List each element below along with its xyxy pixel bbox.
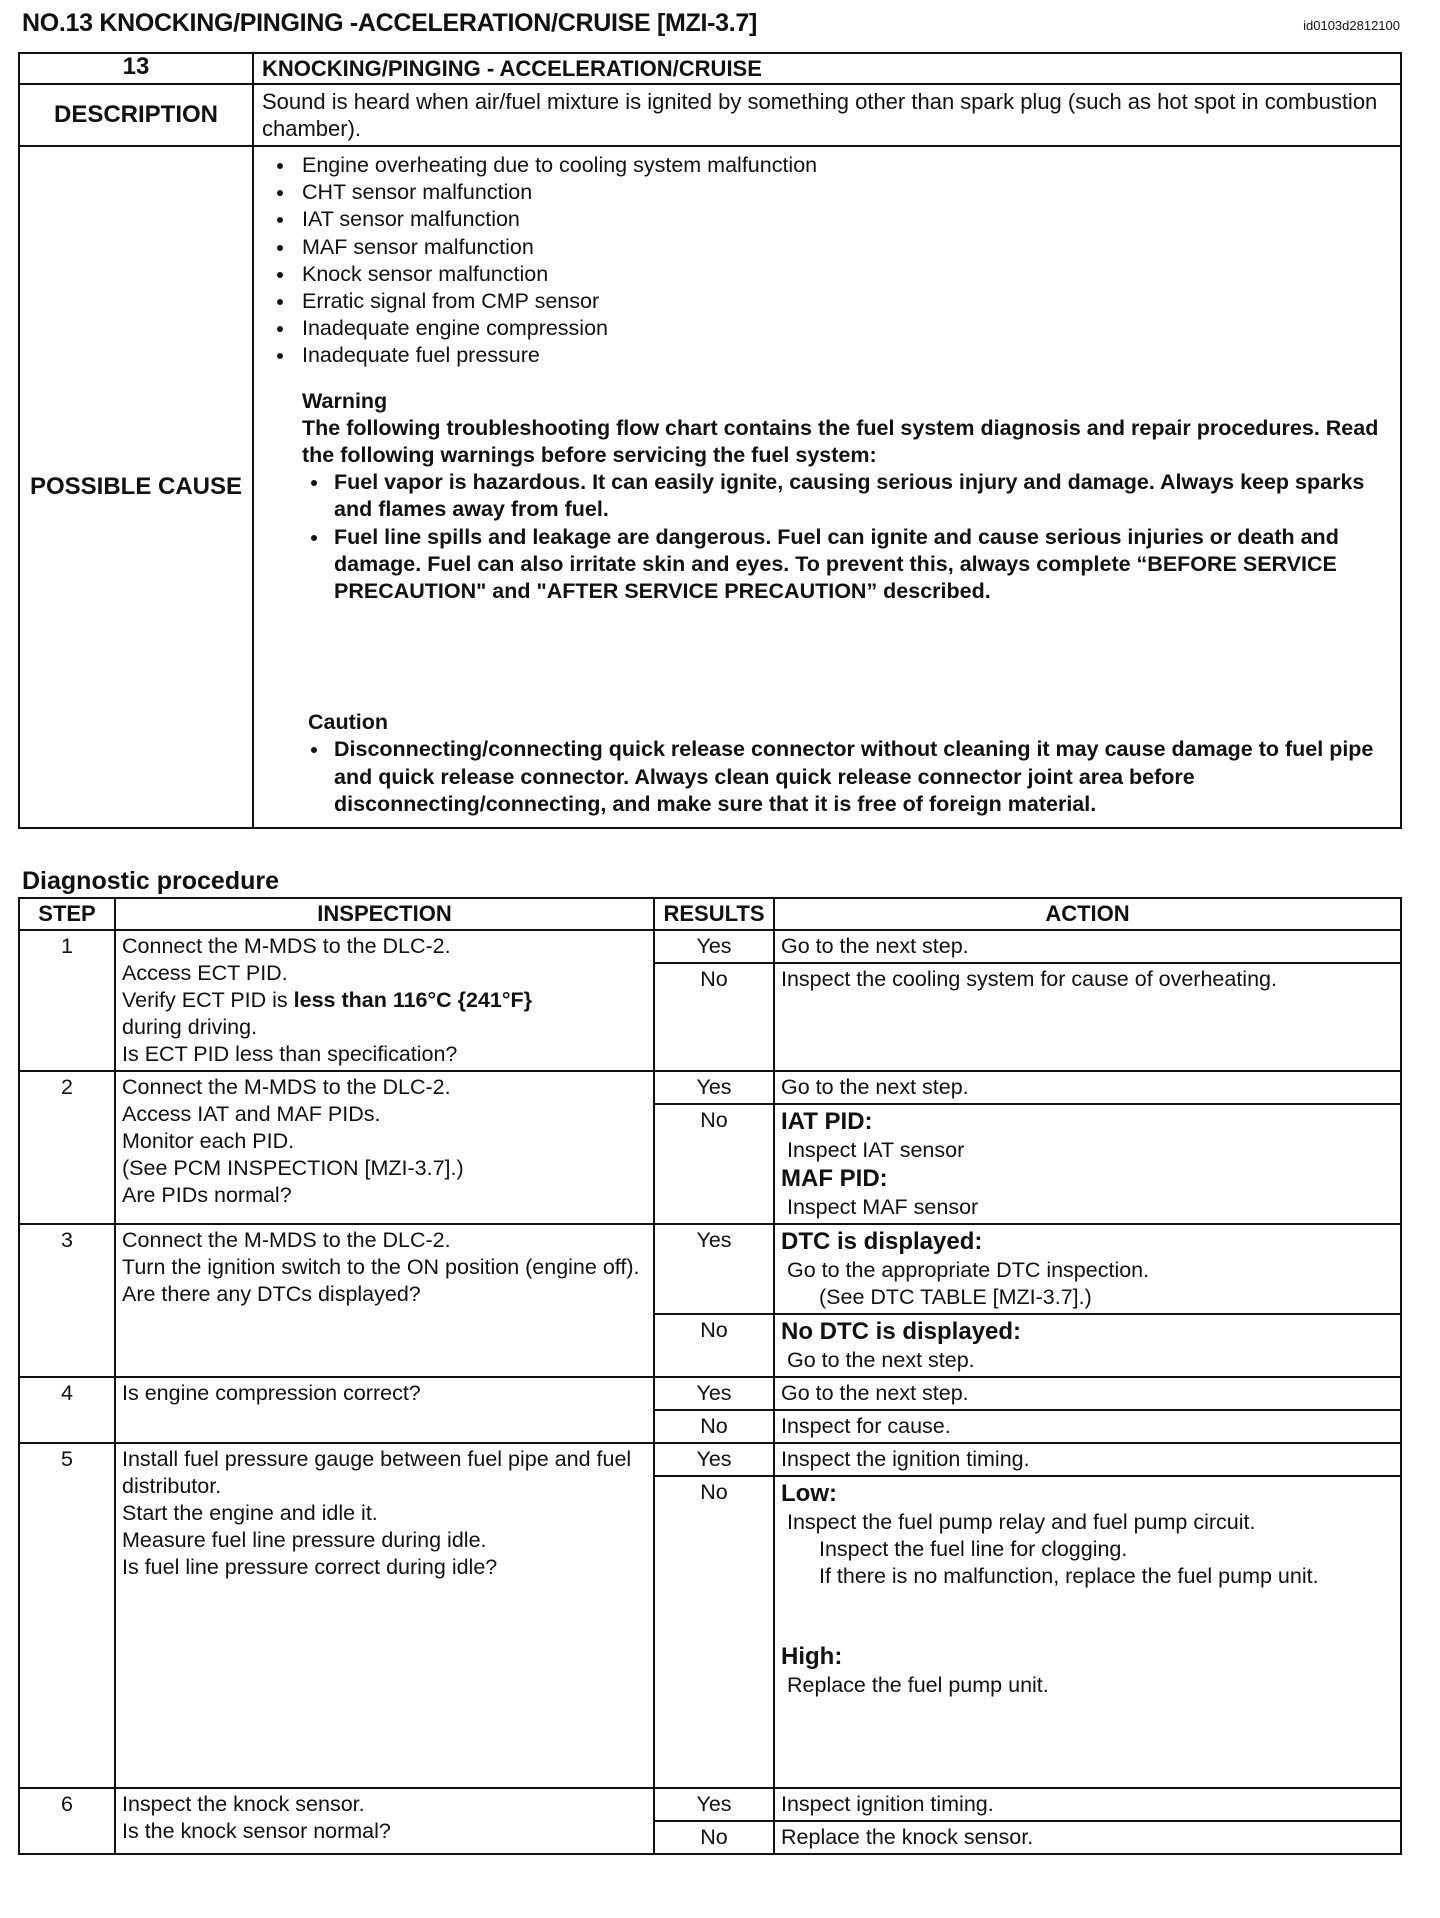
action-heading: MAF PID: (781, 1165, 888, 1192)
result-yes: Yes (654, 1377, 774, 1410)
action-heading: No DTC is displayed: (781, 1318, 1022, 1345)
inspection-line (122, 987, 647, 1014)
action-text: If there is no malfunction, replace the fuel pump unit. (819, 1564, 1319, 1588)
step-inspection (115, 1377, 654, 1443)
page-title: NO.13 KNOCKING/PINGING -ACCELERATION/CRUISE [MZI-3.7] (22, 9, 758, 37)
inspection-line: Is engine compression correct? (122, 1381, 421, 1405)
warning-list (302, 469, 1392, 605)
action-no (774, 1104, 1401, 1224)
possible-cause-row (19, 146, 1401, 828)
warning-item: • Fuel line spills and leakage are dangerous. Fuel can ignite and cause serious injuries or death and damage. Fuel can also irritate skin and eyes. To prevent this, always complete “BEFORE SERVICE PRECAUTION" and "AFTER SERVICE PRECAUTION” described. (330, 524, 1392, 606)
symptom-number: 13 (19, 53, 253, 84)
inspection-line: Connect the M-MDS to the DLC-2. (122, 1228, 451, 1252)
cause-item: • Engine overheating due to cooling system malfunction (296, 152, 1392, 179)
warning-block (302, 388, 1392, 606)
inspection-line: Access IAT and MAF PIDs. (122, 1102, 381, 1126)
inspection-line: (See PCM INSPECTION [MZI-3.7].) (122, 1156, 464, 1180)
result-yes: Yes (654, 1224, 774, 1314)
diagnostic-procedure-title: Diagnostic procedure (22, 867, 279, 895)
action-no (774, 1314, 1401, 1377)
inspection-line: Inspect the knock sensor. (122, 1792, 365, 1816)
cause-item: • Inadequate engine compression (296, 315, 1392, 342)
cause-item: • Knock sensor malfunction (296, 261, 1392, 288)
column-header-step: STEP (19, 898, 115, 930)
cause-item: • IAT sensor malfunction (296, 206, 1392, 233)
step-4-yes-row (19, 1377, 1401, 1410)
inspection-line: Monitor each PID. (122, 1129, 295, 1153)
cause-item: • MAF sensor malfunction (296, 234, 1392, 261)
inspection-line: during driving. (122, 1015, 258, 1039)
step-inspection (115, 1443, 654, 1788)
step-number: 2 (19, 1071, 115, 1224)
cause-item: • Inadequate fuel pressure (296, 342, 1392, 369)
result-yes: Yes (654, 1443, 774, 1476)
step-number: 6 (19, 1788, 115, 1854)
diagnostic-table (18, 897, 1402, 1855)
step-number: 4 (19, 1377, 115, 1443)
inspection-line: Are PIDs normal? (122, 1183, 292, 1207)
action-text: Go to the next step. (787, 1348, 975, 1372)
inspection-line: Is the knock sensor normal? (122, 1819, 391, 1843)
possible-cause-content (253, 146, 1401, 828)
warning-item: • Fuel vapor is hazardous. It can easily ignite, causing serious injury and damage. Always keep sparks and flames away from fuel. (330, 469, 1392, 523)
inspection-line: Start the engine and idle it. (122, 1501, 378, 1525)
result-yes: Yes (654, 930, 774, 963)
column-header-results: RESULTS (654, 898, 774, 930)
diagnostic-header-row (19, 898, 1401, 930)
action-text: Inspect MAF sensor (787, 1195, 979, 1219)
warning-text: The following troubleshooting flow chart contains the fuel system diagnosis and repair procedures. Read the following warnings before servicing the fuel system: (302, 415, 1379, 468)
result-no: No (654, 1821, 774, 1854)
step-number: 1 (19, 930, 115, 1071)
cause-item: • Erratic signal from CMP sensor (296, 288, 1392, 315)
step-3-yes-row (19, 1224, 1401, 1314)
action-yes: Inspect the ignition timing. (774, 1443, 1401, 1476)
inspection-line: Turn the ignition switch to the ON position (engine off). (122, 1255, 640, 1279)
action-yes (774, 1224, 1401, 1314)
inspection-text: Verify ECT PID is (122, 988, 294, 1012)
action-heading-low: Low: (781, 1480, 837, 1507)
caution-title: Caution (308, 710, 389, 735)
column-header-inspection: INSPECTION (115, 898, 654, 930)
result-no: No (654, 1314, 774, 1377)
action-heading-high: High: (781, 1643, 843, 1670)
action-text: Inspect the fuel line for clogging. (819, 1537, 1128, 1561)
inspection-line: Are there any DTCs displayed? (122, 1282, 421, 1306)
column-header-action: ACTION (774, 898, 1401, 930)
result-yes: Yes (654, 1788, 774, 1821)
result-no: No (654, 1476, 774, 1788)
step-2-yes-row (19, 1071, 1401, 1104)
caution-block (308, 709, 1392, 824)
action-yes: Go to the next step. (774, 1071, 1401, 1104)
action-text: Replace the fuel pump unit. (787, 1673, 1049, 1697)
action-yes: Go to the next step. (774, 930, 1401, 963)
action-no: Replace the knock sensor. (774, 1821, 1401, 1854)
action-heading: IAT PID: (781, 1108, 873, 1135)
document-id: id0103d2812100 (1303, 18, 1400, 33)
possible-cause-label: POSSIBLE CAUSE (19, 146, 253, 828)
inspection-line: Is ECT PID less than specification? (122, 1042, 458, 1066)
step-1-yes-row (19, 930, 1401, 963)
step-inspection (115, 1071, 654, 1224)
cause-list (262, 152, 1392, 370)
result-no: No (654, 1410, 774, 1443)
inspection-line: Measure fuel line pressure during idle. (122, 1528, 487, 1552)
specification-value: less than 116°C {241°F} (293, 988, 532, 1012)
step-6-yes-row (19, 1788, 1401, 1821)
symptom-info-table (18, 52, 1402, 829)
action-no: Inspect the cooling system for cause of overheating. (774, 963, 1401, 1071)
description-text: Sound is heard when air/fuel mixture is ignited by something other than spark plug (such as hot spot in combustion chamber). (253, 84, 1401, 146)
action-heading: DTC is displayed: (781, 1228, 983, 1255)
result-no: No (654, 1104, 774, 1224)
inspection-line: Connect the M-MDS to the DLC-2. (122, 934, 451, 958)
inspection-line: Is fuel line pressure correct during idle? (122, 1555, 498, 1579)
step-inspection (115, 1224, 654, 1377)
action-no: Inspect for cause. (774, 1410, 1401, 1443)
action-yes: Go to the next step. (774, 1377, 1401, 1410)
cause-item: • CHT sensor malfunction (296, 179, 1392, 206)
action-yes: Inspect ignition timing. (774, 1788, 1401, 1821)
symptom-header-row (19, 53, 1401, 84)
result-no: No (654, 963, 774, 1071)
inspection-line: Install fuel pressure gauge between fuel pipe and fuel distributor. (122, 1447, 632, 1498)
action-text: Inspect the fuel pump relay and fuel pump circuit. (787, 1510, 1256, 1534)
caution-item: • Disconnecting/connecting quick release connector without cleaning it may cause damage to fuel pipe and quick release connector. Always clean quick release connector joint area before disconnecting/connecting, and make sure that it is free of foreign material. (330, 736, 1392, 818)
warning-title: Warning (302, 388, 388, 413)
symptom-heading: KNOCKING/PINGING - ACCELERATION/CRUISE (253, 53, 1401, 84)
step-inspection (115, 1788, 654, 1854)
action-no (774, 1476, 1401, 1788)
caution-list (308, 736, 1392, 818)
inspection-line: Access ECT PID. (122, 961, 288, 985)
step-5-yes-row (19, 1443, 1401, 1476)
description-label: DESCRIPTION (19, 84, 253, 146)
result-yes: Yes (654, 1071, 774, 1104)
inspection-line: Connect the M-MDS to the DLC-2. (122, 1075, 451, 1099)
action-text: Inspect IAT sensor (787, 1138, 965, 1162)
step-inspection (115, 930, 654, 1071)
action-text: Go to the appropriate DTC inspection. (787, 1258, 1150, 1282)
step-number: 5 (19, 1443, 115, 1788)
step-number: 3 (19, 1224, 115, 1377)
action-reference: (See DTC TABLE [MZI-3.7].) (819, 1285, 1092, 1309)
description-row (19, 84, 1401, 146)
